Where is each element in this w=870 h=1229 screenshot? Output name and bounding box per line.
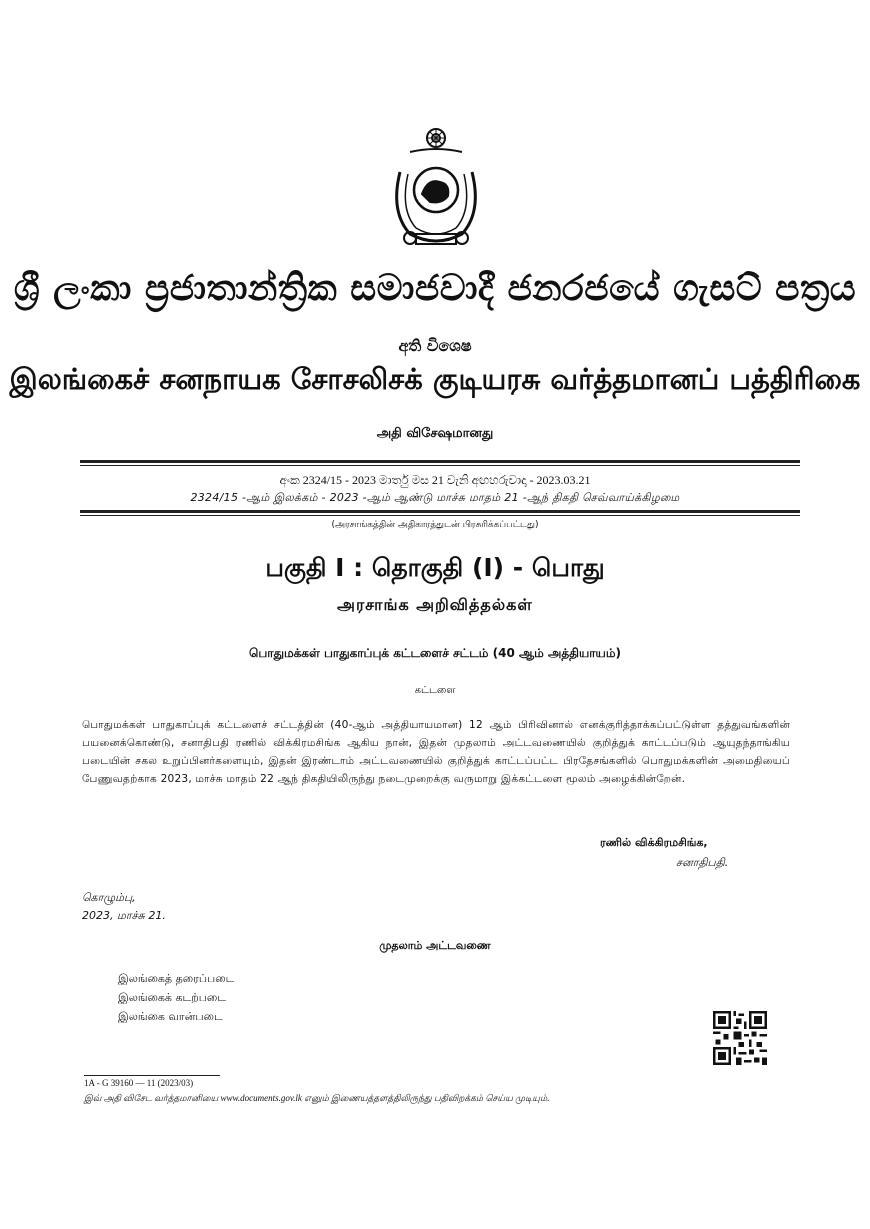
- part-heading: பகுதி I : தொகுதி (I) - பொது: [265, 553, 605, 582]
- issue-place: கொழும்பு,: [82, 891, 136, 904]
- list-item: இலங்கை வான்படை: [118, 1010, 223, 1023]
- order-label: கட்டளை: [414, 685, 456, 696]
- qr-code-icon: [713, 1011, 767, 1065]
- divider: [80, 465, 800, 466]
- published-by-authority: (அரசாங்கத்தின் அதிகாரத்துடன் பிரசுரிக்கப்பட்டது): [331, 520, 539, 530]
- list-item: இலங்கைத் தரைப்படை: [118, 972, 235, 985]
- download-note: இவ் அதி விசேட வர்த்தமானியை www.documents.gov.lk எனும் இணையத்தளத்திலிருந்து பதிவிறக்கம் செய்ய முடியும்.: [84, 1093, 550, 1103]
- extraordinary-label-tamil: அதி விசேஷமானது: [376, 426, 494, 441]
- extraordinary-label-sinhala: අති විශෙෂ: [398, 336, 472, 355]
- government-notices-heading: அரசாங்க அறிவித்தல்கள்: [337, 595, 533, 614]
- print-code: 1A - G 39160 — 11 (2023/03): [84, 1078, 194, 1088]
- divider: [80, 510, 800, 513]
- gazette-title-tamil: இலங்கைச் சனநாயக சோசலிசக் குடியரசு வர்த்தமானப் பத்திரிகை: [9, 362, 861, 396]
- schedule-title: முதலாம் அட்டவணை: [379, 939, 491, 952]
- divider: [80, 515, 800, 516]
- issue-line-tamil: 2324/15 -ஆம் இலக்கம் - 2023 -ஆம் ஆண்டு மாச்சு மாதம் 21 -ஆந் திகதி செவ்வாய்க்கிழமை: [190, 491, 680, 504]
- issue-line-sinhala: අංක 2324/15 - 2023 මාර්තු මස 21 වැනි අඟහරුවාදා - 2023.03.21: [279, 473, 591, 487]
- footnote-divider: [84, 1075, 220, 1076]
- act-title: பொதுமக்கள் பாதுகாப்புக் கட்டளைச் சட்டம் (40 ஆம் அத்தியாயம்): [249, 646, 621, 660]
- notice-body: பொதுமக்கள் பாதுகாப்புக் கட்டளைச் சட்டத்தின் (40-ஆம் அத்தியாயமான) 12 ஆம் பிரிவினால் எனக்குரித்தாக்கப்பட்டுள்ள தத்துவங்களின் பயனைக்கொண்டு, சனாதிபதி ரணில் விக்கிரமசிங்க ஆகிய நான், இதன் முதலாம் அட்டவணையில் குறித்துக் காட்டப்படும் ஆயுதந்தாங்கிய படையின் சகல உறுப்பினர்களையும், இதன் இரண்டாம் அட்டவணையில் குறித்துக் காட்டப்பட்ட பிரதேசங்களில் பொதுமக்களின் அமைதியைப் பேணுவதற்காக 2023, மாச்சு மாதம் 22 ஆந் திகதியிலிருந்து நடைமுறைக்கு வருமாறு இக்கட்டளை மூலம் அழைக்கின்றேன்.: [82, 719, 790, 785]
- list-item: இலங்கைக் கடற்படை: [118, 991, 227, 1004]
- gazette-title-sinhala: ශ්‍රී ලංකා ප්‍රජාතාන්ත්‍රික සමාජවාදී ජනරජයේ ගැසට් පත්‍රය: [13, 268, 857, 309]
- signatory-title: சனாதிபதி.: [676, 856, 729, 869]
- signatory-name: ரணில் விக்கிரமசிங்க,: [600, 836, 708, 849]
- national-emblem-icon: [380, 122, 492, 254]
- divider: [80, 460, 800, 463]
- issue-date: 2023, மாச்சு 21.: [82, 909, 166, 922]
- schedule-list: [118, 972, 234, 1029]
